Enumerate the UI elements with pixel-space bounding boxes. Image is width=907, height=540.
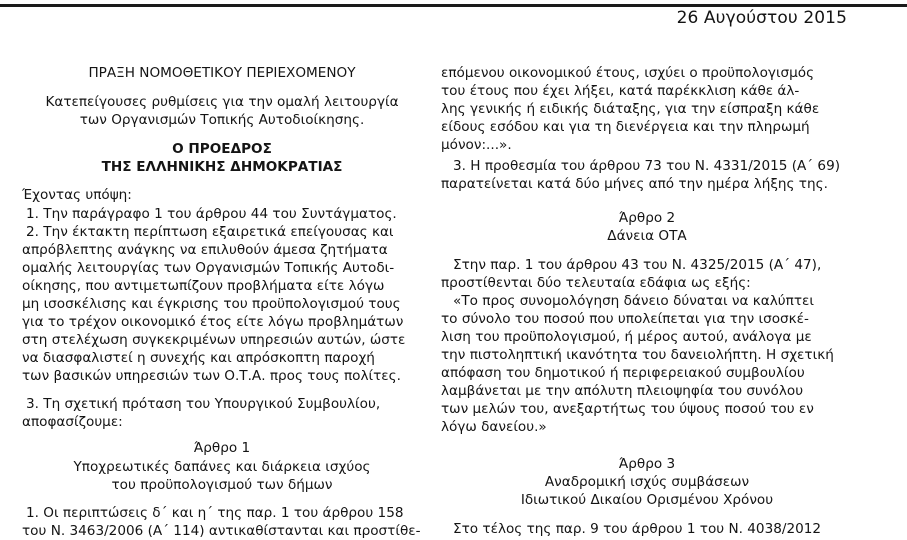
article-1-title-line: Υποχρεωτικές δαπάνες και διάρκεια ισχύος (73, 459, 371, 475)
article-1-title-line: του προϋπολογισμού των δήμων (111, 477, 333, 493)
having-regard: Έχοντας υπόψη: (22, 187, 132, 203)
item-2-line: στη στελέχωση συγκεκριμένων υπηρεσιών αυτών, ώστε (22, 332, 406, 348)
article-2-intro-line: Στην παρ. 1 του άρθρου 43 του Ν. 4325/2015 (Α΄ 47), (453, 257, 822, 273)
president-line-2: ΤΗΣ ΕΛΛΗΝΙΚΗΣ ΔΗΜΟΚΡΑΤΙΑΣ (101, 159, 343, 175)
subtitle-line-2: των Οργανισμών Τοπικής Αυτοδιοίκησης. (79, 112, 365, 128)
item-1: 1. Την παράγραφο 1 του άρθρου 44 του Συντάγματος. (26, 206, 397, 222)
page-date: 26 Αυγούστου 2015 (676, 8, 847, 28)
article-2-quote-line: λιση του προϋπολογισμού, ή μέρος αυτού, ανάλογα με (441, 329, 812, 345)
article-1-heading: Άρθρο 1 (193, 440, 251, 456)
continuation-line: μόνον:...». (441, 137, 512, 153)
header-rule (0, 4, 907, 7)
article-2-title: Δάνεια ΟΤΑ (607, 228, 687, 244)
item-2-line: 2. Την έκτακτη περίπτωση εξαιρετικά επείγουσας και (26, 224, 394, 240)
item-2-line: να διασφαλιστεί η συνεχής και απρόσκοπτη παροχή (22, 350, 375, 366)
article-2-quote-line: λαμβάνεται με την απόλυτη πλειοψηφία του συνόλου (441, 383, 804, 399)
continuation-line: επόμενου οικονομικού έτους, ισχύει ο προϋπολογισμός (441, 65, 815, 81)
item-2-line: μη ισοσκέλισης και έγκρισης του προϋπολογισμού τους (22, 296, 401, 312)
para-3-line: 3. Η προθεσμία του άρθρου 73 του Ν. 4331/2015 (Α΄ 69) (453, 158, 841, 174)
article-2-quote-line: λόγω δανείου.» (441, 419, 547, 435)
article-3-heading: Άρθρο 3 (618, 456, 676, 472)
article-3-para-line: Στο τέλος της παρ. 9 του άρθρου 1 του Ν. 4038/2012 (453, 521, 822, 537)
article-2-quote-line: απόφαση του δημοτικού ή περιφερειακού συμβουλίου (441, 365, 805, 381)
continuation-line: του έτους που έχει λήξει, κατά παρέκκλιση κάθε άλ- (441, 83, 800, 99)
item-2-line: απρόβλεπτης ανάγκης να επιλυθούν άμεσα ζητήματα (22, 242, 388, 258)
article-3-title-line: Ιδιωτικού Δικαίου Ορισμένου Χρόνου (520, 492, 774, 508)
item-3-line: αποφασίζουμε: (22, 414, 123, 430)
article-3-title-line: Αναδρομική ισχύς συμβάσεων (544, 474, 750, 490)
article-1-para-line: 1. Οι περιπτώσεις δ΄ και η΄ της παρ. 1 του άρθρου 158 (26, 505, 404, 521)
para-3-line: παρατείνεται κατά δύο μήνες από την ημέρα λήξης της. (441, 176, 828, 192)
item-2-line: ομαλής λειτουργίας των Οργανισμών Τοπικής Αυτοδι- (22, 260, 395, 276)
article-2-quote-line: «Το προς συνομολόγηση δάνειο δύναται να καλύπτει (453, 293, 814, 309)
item-2-line: για το τρέχον οικονομικό έτος είτε λόγω προβλημάτων (22, 314, 404, 330)
article-2-heading: Άρθρο 2 (618, 210, 676, 226)
article-2-quote-line: το σύνολο του ποσού που υπολείπεται για την ισοσκέ- (441, 311, 809, 327)
act-title: ΠΡΑΞΗ ΝΟΜΟΘΕΤΙΚΟΥ ΠΕΡΙΕΧΟΜΕΝΟΥ (88, 65, 356, 81)
article-1-para-line: του Ν. 3463/2006 (Α΄ 114) αντικαθίστανται και προστίθε- (22, 523, 421, 539)
article-2-quote-line: των μελών του, ανεξαρτήτως του ύψους ποσού του εν (441, 401, 814, 417)
item-2-line: οίκησης, που αντιμετωπίζουν προβλήματα είτε λόγω (22, 278, 385, 294)
continuation-line: είδους εσόδου και για τη διενέργεια και την πληρωμή (441, 119, 810, 135)
item-3-line: 3. Τη σχετική πρόταση του Υπουργικού Συμβουλίου, (26, 396, 381, 412)
article-2-intro-line: προστίθενται δύο τελευταία εδάφια ως εξής: (441, 275, 751, 291)
president-line-1: Ο ΠΡΟΕΔΡΟΣ (172, 141, 272, 157)
continuation-line: λης γενικής ή ειδικής διάταξης, για την είσπραξη κάθε (441, 101, 820, 117)
subtitle-line-1: Κατεπείγουσες ρυθμίσεις για την ομαλή λειτουργία (45, 94, 399, 110)
item-2-line: των βασικών υπηρεσιών των Ο.Τ.Α. προς τους πολίτες. (22, 368, 401, 384)
article-2-quote-line: την πιστοληπτική ικανότητα του δανειολήπτη. Η σχετική (441, 347, 834, 363)
